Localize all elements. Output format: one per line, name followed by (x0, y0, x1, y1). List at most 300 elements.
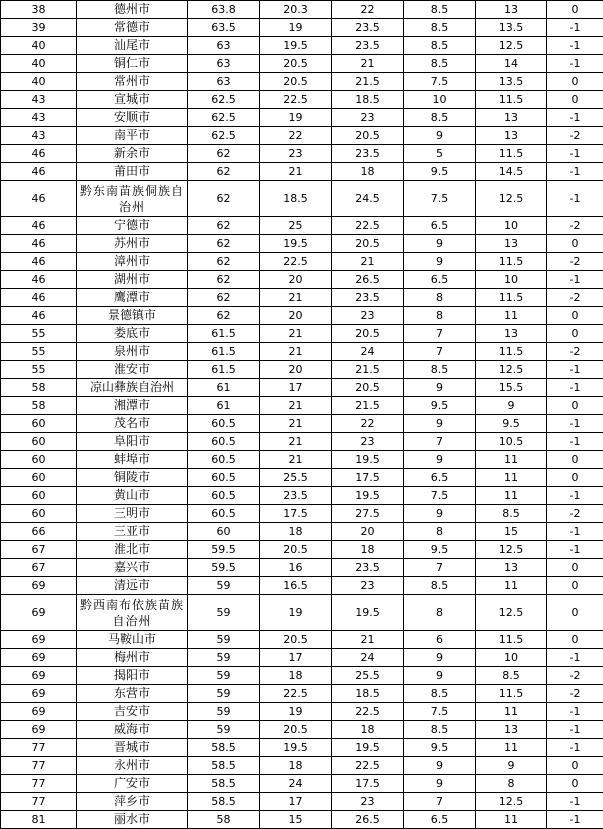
score-cell: 60.5 (188, 469, 260, 487)
col-2-cell: 23.5 (260, 487, 332, 505)
col-4-cell: 7.5 (404, 487, 476, 505)
col-3-cell: 20.5 (332, 235, 404, 253)
table-row (1, 343, 603, 361)
change-cell: -1 (547, 379, 603, 397)
change-cell: -1 (547, 181, 603, 217)
col-3-cell: 24 (332, 649, 404, 667)
col-3-cell: 26.5 (332, 271, 404, 289)
col-3-cell: 22 (332, 1, 404, 19)
col-2-cell: 15 (260, 811, 332, 829)
score-cell: 59 (188, 685, 260, 703)
col-5-cell: 12.5 (476, 361, 547, 379)
table-row (1, 487, 603, 505)
col-3-cell: 21.5 (332, 73, 404, 91)
col-4-cell: 9 (404, 253, 476, 271)
col-5-cell: 13 (476, 109, 547, 127)
change-cell: -1 (547, 55, 603, 73)
col-3-cell: 26.5 (332, 811, 404, 829)
col-5-cell: 11.5 (476, 343, 547, 361)
rank-cell: 69 (1, 703, 77, 721)
rank-cell: 43 (1, 91, 77, 109)
rank-cell: 46 (1, 289, 77, 307)
col-4-cell: 8.5 (404, 109, 476, 127)
score-cell: 62 (188, 235, 260, 253)
score-cell: 58 (188, 811, 260, 829)
change-cell: -1 (547, 793, 603, 811)
change-cell: -1 (547, 415, 603, 433)
col-2-cell: 21 (260, 451, 332, 469)
score-cell: 59.5 (188, 541, 260, 559)
score-cell: 60.5 (188, 451, 260, 469)
col-5-cell: 12.5 (476, 541, 547, 559)
col-5-cell: 11 (476, 577, 547, 595)
score-cell: 62.5 (188, 91, 260, 109)
col-3-cell: 19.5 (332, 595, 404, 631)
col-5-cell: 10.5 (476, 433, 547, 451)
score-cell: 63.8 (188, 1, 260, 19)
table-row (1, 181, 603, 217)
score-cell: 59 (188, 649, 260, 667)
col-3-cell: 17.5 (332, 775, 404, 793)
col-2-cell: 20.3 (260, 1, 332, 19)
score-cell: 60.5 (188, 487, 260, 505)
col-4-cell: 8 (404, 595, 476, 631)
rank-cell: 55 (1, 325, 77, 343)
col-4-cell: 9 (404, 667, 476, 685)
table-row (1, 469, 603, 487)
table-row (1, 739, 603, 757)
city-cell: 凉山彝族自治州 (77, 379, 188, 397)
score-cell: 59 (188, 577, 260, 595)
city-cell: 常德市 (77, 19, 188, 37)
change-cell: -1 (547, 703, 603, 721)
change-cell: 0 (547, 595, 603, 631)
col-3-cell: 23 (332, 307, 404, 325)
col-3-cell: 18.5 (332, 685, 404, 703)
col-3-cell: 18 (332, 541, 404, 559)
col-4-cell: 8 (404, 523, 476, 541)
col-5-cell: 15.5 (476, 379, 547, 397)
change-cell: 0 (547, 577, 603, 595)
col-5-cell: 12.5 (476, 793, 547, 811)
city-cell: 漳州市 (77, 253, 188, 271)
city-cell: 茂名市 (77, 415, 188, 433)
col-4-cell: 8 (404, 289, 476, 307)
score-cell: 62 (188, 289, 260, 307)
score-cell: 59 (188, 595, 260, 631)
col-3-cell: 21.5 (332, 361, 404, 379)
change-cell: -1 (547, 541, 603, 559)
col-2-cell: 20.5 (260, 721, 332, 739)
city-cell: 永州市 (77, 757, 188, 775)
change-cell: 0 (547, 469, 603, 487)
score-cell: 61.5 (188, 343, 260, 361)
col-2-cell: 16.5 (260, 577, 332, 595)
col-4-cell: 7 (404, 559, 476, 577)
col-5-cell: 15 (476, 523, 547, 541)
rank-cell: 67 (1, 541, 77, 559)
col-5-cell: 9 (476, 757, 547, 775)
col-5-cell: 12.5 (476, 37, 547, 55)
rank-cell: 69 (1, 667, 77, 685)
col-2-cell: 24 (260, 775, 332, 793)
col-2-cell: 21 (260, 325, 332, 343)
change-cell: -1 (547, 361, 603, 379)
col-3-cell: 20.5 (332, 325, 404, 343)
col-3-cell: 22.5 (332, 217, 404, 235)
rank-cell: 46 (1, 145, 77, 163)
change-cell: -2 (547, 667, 603, 685)
col-5-cell: 11.5 (476, 253, 547, 271)
city-cell: 清远市 (77, 577, 188, 595)
col-3-cell: 21 (332, 55, 404, 73)
score-cell: 60.5 (188, 415, 260, 433)
table-row (1, 271, 603, 289)
col-3-cell: 22.5 (332, 703, 404, 721)
city-cell: 丽水市 (77, 811, 188, 829)
table-row (1, 37, 603, 55)
score-cell: 62 (188, 271, 260, 289)
col-2-cell: 22 (260, 127, 332, 145)
col-5-cell: 11.5 (476, 145, 547, 163)
city-cell: 铜陵市 (77, 469, 188, 487)
city-cell: 德州市 (77, 1, 188, 19)
col-2-cell: 25 (260, 217, 332, 235)
rank-cell: 55 (1, 361, 77, 379)
change-cell: 0 (547, 757, 603, 775)
col-5-cell: 13 (476, 721, 547, 739)
table-row (1, 811, 603, 829)
col-2-cell: 22.5 (260, 91, 332, 109)
col-3-cell: 27.5 (332, 505, 404, 523)
table-row (1, 235, 603, 253)
rank-cell: 46 (1, 253, 77, 271)
col-3-cell: 22.5 (332, 757, 404, 775)
score-cell: 59 (188, 703, 260, 721)
table-row (1, 379, 603, 397)
col-5-cell: 12.5 (476, 181, 547, 217)
col-4-cell: 9 (404, 649, 476, 667)
table-row (1, 307, 603, 325)
col-5-cell: 8 (476, 775, 547, 793)
col-4-cell: 7.5 (404, 181, 476, 217)
col-4-cell: 9 (404, 775, 476, 793)
change-cell: -1 (547, 487, 603, 505)
score-cell: 62 (188, 181, 260, 217)
rank-cell: 67 (1, 559, 77, 577)
change-cell: -2 (547, 217, 603, 235)
change-cell: -1 (547, 271, 603, 289)
table-row (1, 685, 603, 703)
change-cell: -2 (547, 505, 603, 523)
rank-cell: 39 (1, 19, 77, 37)
city-cell: 威海市 (77, 721, 188, 739)
table-row (1, 595, 603, 631)
rank-cell: 46 (1, 271, 77, 289)
score-cell: 63 (188, 55, 260, 73)
city-cell: 三明市 (77, 505, 188, 523)
rank-cell: 77 (1, 757, 77, 775)
change-cell: -2 (547, 343, 603, 361)
city-cell: 萍乡市 (77, 793, 188, 811)
city-cell: 湖州市 (77, 271, 188, 289)
col-4-cell: 7 (404, 325, 476, 343)
score-cell: 62.5 (188, 127, 260, 145)
col-3-cell: 23.5 (332, 145, 404, 163)
city-cell: 嘉兴市 (77, 559, 188, 577)
table-row (1, 19, 603, 37)
col-5-cell: 13 (476, 235, 547, 253)
city-cell: 梅州市 (77, 649, 188, 667)
col-4-cell: 9 (404, 127, 476, 145)
table-row (1, 55, 603, 73)
col-4-cell: 7 (404, 343, 476, 361)
col-4-cell: 8.5 (404, 37, 476, 55)
col-2-cell: 20.5 (260, 541, 332, 559)
table-row (1, 127, 603, 145)
rank-cell: 69 (1, 631, 77, 649)
col-3-cell: 23.5 (332, 37, 404, 55)
col-2-cell: 19 (260, 703, 332, 721)
score-cell: 58.5 (188, 775, 260, 793)
col-3-cell: 19.5 (332, 487, 404, 505)
col-4-cell: 7 (404, 433, 476, 451)
col-4-cell: 9.5 (404, 541, 476, 559)
city-cell: 景德镇市 (77, 307, 188, 325)
city-cell: 黔东南苗族侗族自治州 (77, 181, 188, 217)
table-row (1, 1, 603, 19)
table-row (1, 757, 603, 775)
col-5-cell: 11 (476, 487, 547, 505)
col-4-cell: 10 (404, 91, 476, 109)
col-3-cell: 19.5 (332, 739, 404, 757)
change-cell: -2 (547, 127, 603, 145)
col-5-cell: 13 (476, 1, 547, 19)
col-2-cell: 20 (260, 271, 332, 289)
col-4-cell: 8.5 (404, 577, 476, 595)
table-row (1, 415, 603, 433)
col-5-cell: 14.5 (476, 163, 547, 181)
table-row (1, 541, 603, 559)
table-row (1, 145, 603, 163)
col-2-cell: 20 (260, 361, 332, 379)
table-row (1, 793, 603, 811)
change-cell: 0 (547, 73, 603, 91)
score-cell: 60 (188, 523, 260, 541)
col-3-cell: 23 (332, 577, 404, 595)
score-cell: 61.5 (188, 361, 260, 379)
col-5-cell: 11.5 (476, 631, 547, 649)
rank-cell: 60 (1, 433, 77, 451)
col-3-cell: 20.5 (332, 127, 404, 145)
change-cell: -1 (547, 721, 603, 739)
col-5-cell: 11 (476, 451, 547, 469)
col-3-cell: 24 (332, 343, 404, 361)
col-3-cell: 18 (332, 721, 404, 739)
col-2-cell: 20 (260, 307, 332, 325)
city-cell: 广安市 (77, 775, 188, 793)
rank-cell: 69 (1, 685, 77, 703)
score-cell: 58.5 (188, 793, 260, 811)
score-cell: 61 (188, 379, 260, 397)
city-cell: 淮北市 (77, 541, 188, 559)
score-cell: 61 (188, 397, 260, 415)
col-4-cell: 6.5 (404, 217, 476, 235)
score-cell: 62 (188, 253, 260, 271)
col-2-cell: 20.5 (260, 631, 332, 649)
city-cell: 三亚市 (77, 523, 188, 541)
city-cell: 鹰潭市 (77, 289, 188, 307)
col-5-cell: 13 (476, 559, 547, 577)
col-2-cell: 19 (260, 19, 332, 37)
rank-cell: 60 (1, 469, 77, 487)
city-cell: 汕尾市 (77, 37, 188, 55)
change-cell: -1 (547, 811, 603, 829)
col-3-cell: 23.5 (332, 19, 404, 37)
table-row (1, 577, 603, 595)
col-3-cell: 23.5 (332, 559, 404, 577)
score-cell: 61.5 (188, 325, 260, 343)
table-row (1, 217, 603, 235)
table-row (1, 73, 603, 91)
table-row (1, 631, 603, 649)
rank-cell: 60 (1, 487, 77, 505)
col-5-cell: 11 (476, 811, 547, 829)
rank-cell: 46 (1, 307, 77, 325)
col-4-cell: 9.5 (404, 739, 476, 757)
score-cell: 62 (188, 307, 260, 325)
rank-cell: 77 (1, 739, 77, 757)
table-row (1, 523, 603, 541)
col-4-cell: 6.5 (404, 811, 476, 829)
change-cell: -1 (547, 433, 603, 451)
score-cell: 59.5 (188, 559, 260, 577)
col-2-cell: 19 (260, 109, 332, 127)
table-row (1, 163, 603, 181)
city-cell: 常州市 (77, 73, 188, 91)
col-2-cell: 21 (260, 433, 332, 451)
col-5-cell: 10 (476, 271, 547, 289)
city-cell: 揭阳市 (77, 667, 188, 685)
change-cell: 0 (547, 325, 603, 343)
change-cell: -2 (547, 253, 603, 271)
table-row (1, 649, 603, 667)
col-3-cell: 21 (332, 631, 404, 649)
col-4-cell: 6.5 (404, 469, 476, 487)
score-cell: 59 (188, 667, 260, 685)
col-4-cell: 8.5 (404, 1, 476, 19)
col-5-cell: 8.5 (476, 505, 547, 523)
col-3-cell: 21 (332, 253, 404, 271)
col-2-cell: 23 (260, 145, 332, 163)
table-row (1, 451, 603, 469)
change-cell: -1 (547, 37, 603, 55)
col-5-cell: 13.5 (476, 19, 547, 37)
score-cell: 62 (188, 217, 260, 235)
change-cell: 0 (547, 775, 603, 793)
change-cell: 0 (547, 559, 603, 577)
rank-cell: 46 (1, 235, 77, 253)
table-row (1, 703, 603, 721)
table-row (1, 721, 603, 739)
col-4-cell: 9 (404, 235, 476, 253)
city-cell: 安顺市 (77, 109, 188, 127)
col-3-cell: 20 (332, 523, 404, 541)
rank-cell: 40 (1, 37, 77, 55)
table-row (1, 325, 603, 343)
rank-cell: 60 (1, 415, 77, 433)
city-cell: 吉安市 (77, 703, 188, 721)
col-2-cell: 16 (260, 559, 332, 577)
col-2-cell: 21 (260, 163, 332, 181)
table-row (1, 289, 603, 307)
rank-cell: 77 (1, 775, 77, 793)
city-cell: 苏州市 (77, 235, 188, 253)
col-4-cell: 9 (404, 505, 476, 523)
rank-cell: 69 (1, 577, 77, 595)
rank-cell: 69 (1, 649, 77, 667)
col-5-cell: 11 (476, 739, 547, 757)
col-4-cell: 9 (404, 451, 476, 469)
col-5-cell: 13 (476, 127, 547, 145)
col-3-cell: 17.5 (332, 469, 404, 487)
score-cell: 58.5 (188, 757, 260, 775)
col-3-cell: 23 (332, 109, 404, 127)
col-4-cell: 7 (404, 793, 476, 811)
col-4-cell: 8.5 (404, 721, 476, 739)
col-2-cell: 18.5 (260, 181, 332, 217)
table-row (1, 559, 603, 577)
col-5-cell: 10 (476, 649, 547, 667)
col-3-cell: 21.5 (332, 397, 404, 415)
col-5-cell: 9 (476, 397, 547, 415)
col-4-cell: 7.5 (404, 73, 476, 91)
change-cell: -1 (547, 649, 603, 667)
col-2-cell: 25.5 (260, 469, 332, 487)
table-row (1, 361, 603, 379)
col-5-cell: 13.5 (476, 73, 547, 91)
col-3-cell: 19.5 (332, 451, 404, 469)
city-cell: 马鞍山市 (77, 631, 188, 649)
col-3-cell: 23 (332, 433, 404, 451)
table-row (1, 775, 603, 793)
score-cell: 59 (188, 631, 260, 649)
col-4-cell: 9 (404, 757, 476, 775)
rank-cell: 60 (1, 505, 77, 523)
col-5-cell: 8.5 (476, 667, 547, 685)
col-4-cell: 9.5 (404, 397, 476, 415)
city-cell: 东营市 (77, 685, 188, 703)
col-2-cell: 19.5 (260, 739, 332, 757)
col-5-cell: 11.5 (476, 685, 547, 703)
table-row (1, 397, 603, 415)
col-4-cell: 6 (404, 631, 476, 649)
rank-cell: 55 (1, 343, 77, 361)
col-2-cell: 18 (260, 757, 332, 775)
city-cell: 新余市 (77, 145, 188, 163)
score-cell: 60.5 (188, 433, 260, 451)
city-cell: 宁德市 (77, 217, 188, 235)
col-2-cell: 17.5 (260, 505, 332, 523)
table-row (1, 253, 603, 271)
city-cell: 蚌埠市 (77, 451, 188, 469)
col-5-cell: 11 (476, 469, 547, 487)
rank-cell: 46 (1, 217, 77, 235)
col-5-cell: 11.5 (476, 91, 547, 109)
rank-cell: 60 (1, 451, 77, 469)
col-3-cell: 23 (332, 793, 404, 811)
rank-cell: 58 (1, 397, 77, 415)
